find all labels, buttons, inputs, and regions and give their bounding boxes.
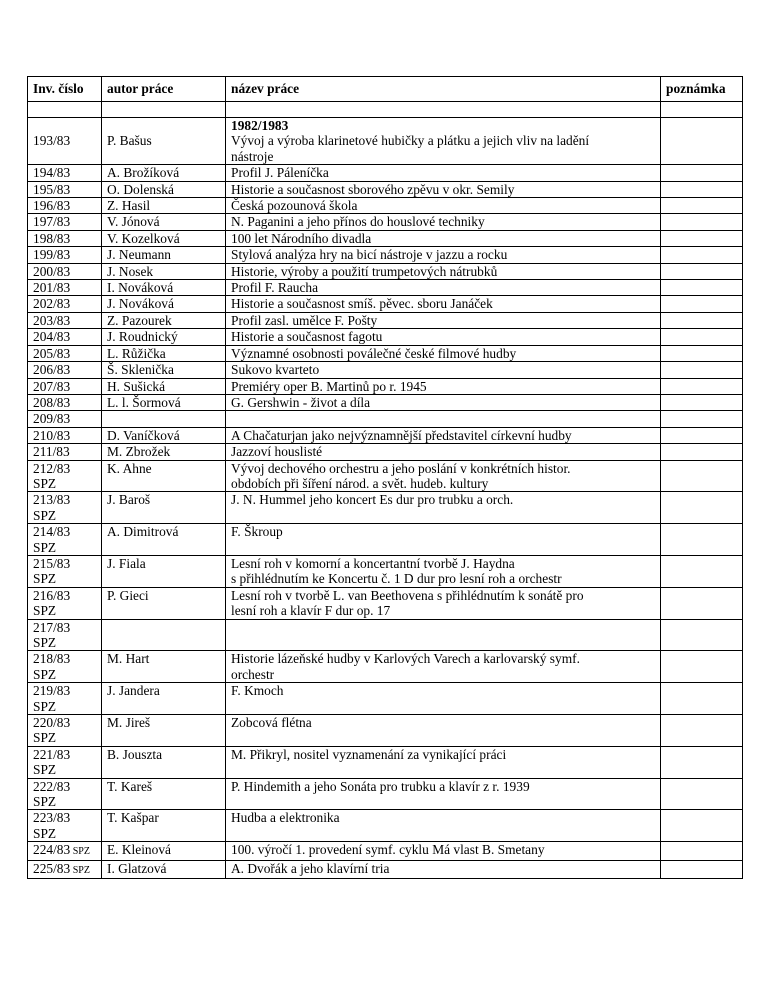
inv-number-cell: [28, 263, 102, 279]
table-row: [28, 444, 743, 460]
note-cell: [661, 181, 743, 197]
inv-number-cell: [28, 555, 102, 587]
note-cell: [661, 312, 743, 328]
author-name: Z. Hasil: [107, 198, 151, 214]
author-name: J. Neumann: [107, 247, 171, 263]
work-title: F. Kmoch: [231, 683, 284, 699]
note-cell: [661, 860, 743, 878]
author-cell: [102, 280, 226, 296]
empty-cell: [661, 102, 743, 118]
inv-number-cell: [28, 619, 102, 651]
work-title: Vývoj a výroba klarinetové hubičky a plátku a jejich vliv na ladění: [231, 133, 590, 149]
header-note: poznámka: [661, 77, 743, 102]
note-cell: [661, 555, 743, 587]
inv-number: 216/83: [33, 587, 71, 603]
author-cell: [102, 362, 226, 378]
inv-number: 203/83: [33, 312, 71, 328]
work-title: Stylová analýza hry na bicí nástroje v jazzu a rocku: [231, 247, 508, 263]
note-cell: [661, 619, 743, 651]
author-name: P. Gieci: [107, 587, 149, 603]
author-cell: [102, 444, 226, 460]
work-title: N. Paganini a jeho přínos do houslové techniky: [231, 214, 485, 230]
title-cell: [226, 683, 661, 715]
table-row: [28, 460, 743, 492]
note-cell: [661, 296, 743, 312]
author-name: M. Hart: [107, 651, 150, 667]
inv-number-cell: [28, 492, 102, 524]
table-row: [28, 810, 743, 842]
inv-number-cell: [28, 198, 102, 214]
table-row: [28, 860, 743, 878]
author-name: H. Sušická: [107, 378, 166, 394]
title-cell: [226, 329, 661, 345]
inv-spz-mark: SPZ: [33, 666, 57, 682]
empty-cell: [28, 102, 102, 118]
inv-number-cell: [28, 683, 102, 715]
author-name: A. Dimitrová: [107, 524, 179, 540]
table-row: [28, 280, 743, 296]
note-cell: [661, 746, 743, 778]
inv-number-cell: [28, 280, 102, 296]
inv-number-cell: [28, 651, 102, 683]
table-row: [28, 683, 743, 715]
table-row: [28, 411, 743, 427]
table-row: [28, 230, 743, 246]
author-spacer: [107, 118, 225, 133]
inv-number-cell: [28, 460, 102, 492]
author-name: M. Jireš: [107, 715, 151, 731]
work-title: Jazzoví houslisté: [231, 444, 323, 460]
inv-number: 217/83: [33, 619, 71, 635]
inv-number-cell: [28, 746, 102, 778]
inv-spz-mark: SPZ: [33, 698, 57, 714]
inv-number-cell: [28, 524, 102, 556]
note-cell: [661, 587, 743, 619]
work-title: Významné osobnosti poválečné české filmové hudby: [231, 345, 517, 361]
work-title: A. Dvořák a jeho klavírní tria: [231, 860, 390, 876]
inv-number-cell: [28, 860, 102, 878]
table-row: [28, 587, 743, 619]
note-cell: [661, 263, 743, 279]
inv-spz-mark: SPZ: [33, 762, 57, 778]
author-name: J. Fiala: [107, 555, 146, 571]
header-title: název práce: [226, 77, 661, 102]
note-cell: [661, 683, 743, 715]
inv-spz-mark: SPZ: [70, 864, 90, 876]
inv-number-cell: [28, 181, 102, 197]
title-cell: [226, 524, 661, 556]
work-title: Vývoj dechového orchestru a jeho poslání v konkrétních histor.: [231, 460, 571, 476]
inv-number: 194/83: [33, 165, 71, 181]
inv-number: 224/83 SPZ: [33, 842, 90, 858]
author-cell: [102, 587, 226, 619]
title-cell: [226, 619, 661, 651]
inv-spz-mark: SPZ: [33, 794, 57, 810]
table-row: [28, 165, 743, 181]
author-name: P. Bašus: [107, 133, 152, 149]
table-row: [28, 214, 743, 230]
work-title: Premiéry oper B. Martinů po r. 1945: [231, 378, 427, 394]
inv-number: 205/83: [33, 345, 71, 361]
author-cell: [102, 683, 226, 715]
title-cell: [226, 181, 661, 197]
work-title: 100 let Národního divadla: [231, 230, 372, 246]
note-cell: [661, 378, 743, 394]
title-cell: [226, 715, 661, 747]
header-inv-number: Inv. číslo: [28, 77, 102, 102]
note-cell: [661, 165, 743, 181]
inv-number: 222/83: [33, 778, 71, 794]
author-name: O. Dolenská: [107, 181, 174, 197]
inv-number: 221/83: [33, 746, 71, 762]
author-cell: [102, 860, 226, 878]
inv-number-cell: [28, 362, 102, 378]
inv-number-cell: [28, 312, 102, 328]
author-name: V. Jónová: [107, 214, 160, 230]
author-name: E. Kleinová: [107, 842, 171, 858]
table-row: [28, 555, 743, 587]
note-cell: [661, 842, 743, 860]
title-cell: [226, 118, 661, 165]
title-cell: [226, 165, 661, 181]
inv-number-cell: [28, 411, 102, 427]
inv-spz-mark: SPZ: [33, 507, 57, 523]
title-cell: [226, 555, 661, 587]
author-name: J. Nováková: [107, 296, 174, 312]
author-name: J. Jandera: [107, 683, 160, 699]
inv-spz-mark: SPZ: [33, 475, 57, 491]
work-title: Historie a současnost fagotu: [231, 329, 383, 345]
author-name: A. Brožíková: [107, 165, 180, 181]
empty-cell: [226, 102, 661, 118]
inv-number: 207/83: [33, 378, 71, 394]
work-title: Profil J. Páleníčka: [231, 165, 329, 181]
note-cell: [661, 198, 743, 214]
inv-number: 201/83: [33, 280, 71, 296]
inv-number: 220/83: [33, 715, 71, 731]
table-row: [28, 329, 743, 345]
title-cell: [226, 778, 661, 810]
title-cell: [226, 378, 661, 394]
author-name: T. Kareš: [107, 778, 153, 794]
author-cell: [102, 296, 226, 312]
work-title: J. N. Hummel jeho koncert Es dur pro trubku a orch.: [231, 492, 514, 508]
author-cell: [102, 263, 226, 279]
work-title: Profil F. Raucha: [231, 280, 319, 296]
inv-number: 215/83: [33, 555, 71, 571]
work-title: 100. výročí 1. provedení symf. cyklu Má vlast B. Smetany: [231, 842, 545, 858]
work-title: P. Hindemith a jeho Sonáta pro trubku a klavír z r. 1939: [231, 778, 530, 794]
title-cell: [226, 411, 661, 427]
inv-number-cell: [28, 444, 102, 460]
note-cell: [661, 715, 743, 747]
inv-number: 208/83: [33, 394, 71, 410]
author-cell: [102, 427, 226, 443]
title-cell: [226, 394, 661, 410]
note-cell: [661, 214, 743, 230]
inv-number: 196/83: [33, 198, 71, 214]
inv-number: 223/83: [33, 810, 71, 826]
table-body: [28, 102, 743, 879]
work-title: Sukovo kvarteto: [231, 362, 320, 378]
author-cell: [102, 165, 226, 181]
author-cell: [102, 118, 226, 165]
author-cell: [102, 230, 226, 246]
table-row: [28, 312, 743, 328]
work-title: F. Škroup: [231, 524, 283, 540]
author-cell: [102, 312, 226, 328]
author-cell: [102, 329, 226, 345]
title-cell: [226, 860, 661, 878]
author-cell: [102, 524, 226, 556]
author-cell: [102, 378, 226, 394]
inv-number: 199/83: [33, 247, 71, 263]
work-title: Historie a současnost sborového zpěvu v okr. Semily: [231, 181, 515, 197]
inv-number-cell: [28, 230, 102, 246]
inv-number: 209/83: [33, 411, 71, 427]
note-cell: [661, 329, 743, 345]
author-name: D. Vaníčková: [107, 427, 180, 443]
note-cell: [661, 118, 743, 165]
note-cell: [661, 651, 743, 683]
author-name: J. Baroš: [107, 492, 151, 508]
title-cell: [226, 587, 661, 619]
table-row: [28, 263, 743, 279]
author-cell: [102, 411, 226, 427]
inv-spz-mark: SPZ: [33, 571, 57, 587]
table-row: [28, 427, 743, 443]
author-name: I. Glatzová: [107, 860, 167, 876]
work-title: G. Gershwin - život a díla: [231, 394, 371, 410]
work-title: obdobích při šíření národ. a svět. hudeb. kultury: [231, 475, 489, 491]
note-cell: [661, 444, 743, 460]
work-title: Česká pozounová škola: [231, 198, 358, 214]
author-name: B. Jouszta: [107, 746, 163, 762]
inv-number: 212/83: [33, 460, 71, 476]
author-name: K. Ahne: [107, 460, 152, 476]
author-cell: [102, 715, 226, 747]
inv-number: 200/83: [33, 263, 71, 279]
author-cell: [102, 746, 226, 778]
year-heading: 1982/1983: [231, 118, 289, 133]
author-name: Š. Sklenička: [107, 362, 174, 378]
title-cell: [226, 492, 661, 524]
table-row: [28, 778, 743, 810]
inv-spz-mark: SPZ: [33, 730, 57, 746]
table-row: [28, 345, 743, 361]
title-cell: [226, 362, 661, 378]
author-cell: [102, 842, 226, 860]
title-cell: [226, 810, 661, 842]
inv-number-cell: [28, 247, 102, 263]
title-cell: [226, 247, 661, 263]
inv-number-cell: [28, 165, 102, 181]
note-cell: [661, 492, 743, 524]
title-cell: [226, 444, 661, 460]
note-cell: [661, 810, 743, 842]
table-row: [28, 198, 743, 214]
table-row: [28, 492, 743, 524]
author-name: J. Roudnický: [107, 329, 178, 345]
author-cell: [102, 394, 226, 410]
inv-spz-mark: SPZ: [33, 825, 57, 841]
note-cell: [661, 460, 743, 492]
inv-number-cell: [28, 296, 102, 312]
inv-number-cell: [28, 329, 102, 345]
note-cell: [661, 230, 743, 246]
author-cell: [102, 619, 226, 651]
table-row: [28, 378, 743, 394]
work-title: Hudba a elektronika: [231, 810, 340, 826]
author-cell: [102, 810, 226, 842]
author-name: J. Nosek: [107, 263, 154, 279]
title-cell: [226, 427, 661, 443]
note-cell: [661, 394, 743, 410]
inv-number-cell: [28, 118, 102, 165]
work-title: lesní roh a klavír F dur op. 17: [231, 603, 391, 619]
table-row: [28, 247, 743, 263]
inv-number-cell: [28, 715, 102, 747]
title-cell: [226, 214, 661, 230]
author-name: T. Kašpar: [107, 810, 159, 826]
table-row: [28, 118, 743, 165]
table-row: [28, 746, 743, 778]
inventory-table: [27, 76, 743, 879]
title-cell: [226, 746, 661, 778]
note-cell: [661, 362, 743, 378]
work-title: Lesní roh v komorní a koncertantní tvorbě J. Haydna: [231, 555, 515, 571]
work-title: Historie lázeňské hudby v Karlových Varech a karlovarský symf.: [231, 651, 580, 667]
inv-number: 210/83: [33, 427, 71, 443]
note-cell: [661, 427, 743, 443]
table-row: [28, 362, 743, 378]
inv-number: 219/83: [33, 683, 71, 699]
inv-spz-mark: SPZ: [70, 846, 90, 858]
inv-number: 211/83: [33, 444, 70, 460]
work-title: Historie, výroby a použití trumpetových nátrubků: [231, 263, 498, 279]
inv-number-cell: [28, 378, 102, 394]
work-title: s přihlédnutím ke Koncertu č. 1 D dur pro lesní roh a orchestr: [231, 571, 562, 587]
inv-number: 198/83: [33, 230, 71, 246]
title-cell: [226, 198, 661, 214]
inv-number-cell: [28, 214, 102, 230]
inv-number: 197/83: [33, 214, 71, 230]
inv-spz-mark: SPZ: [33, 603, 57, 619]
author-name: V. Kozelková: [107, 230, 180, 246]
title-cell: [226, 651, 661, 683]
table-row: [28, 651, 743, 683]
inv-number: 204/83: [33, 329, 71, 345]
table-row: [28, 715, 743, 747]
inv-number: 214/83: [33, 524, 71, 540]
empty-row: [28, 102, 743, 118]
inv-number: 218/83: [33, 651, 71, 667]
author-cell: [102, 555, 226, 587]
work-title: Profil zasl. umělce F. Pošty: [231, 312, 378, 328]
inv-number: 225/83 SPZ: [33, 860, 90, 876]
inv-number-cell: [28, 842, 102, 860]
inv-spz-mark: SPZ: [33, 539, 57, 555]
author-name: L. l. Šormová: [107, 394, 181, 410]
table-row: [28, 524, 743, 556]
work-title: Lesní roh v tvorbě L. van Beethovena s přihlédnutím k sonátě pro: [231, 587, 584, 603]
table-row: [28, 296, 743, 312]
note-cell: [661, 280, 743, 296]
work-title: A Chačaturjan jako nejvýznamnější představitel církevní hudby: [231, 427, 572, 443]
inv-number: 195/83: [33, 181, 71, 197]
inv-number: 193/83: [33, 133, 71, 149]
inv-number-cell: [28, 778, 102, 810]
title-cell: [226, 842, 661, 860]
note-cell: [661, 778, 743, 810]
note-cell: [661, 345, 743, 361]
author-cell: [102, 247, 226, 263]
inv-number-cell: [28, 345, 102, 361]
note-cell: [661, 524, 743, 556]
inv-number: 202/83: [33, 296, 71, 312]
title-cell: [226, 263, 661, 279]
author-name: Z. Pazourek: [107, 312, 172, 328]
author-name: M. Zbrožek: [107, 444, 171, 460]
author-cell: [102, 198, 226, 214]
inv-number: 213/83: [33, 492, 71, 508]
title-cell: [226, 345, 661, 361]
title-cell: [226, 296, 661, 312]
note-cell: [661, 411, 743, 427]
empty-cell: [102, 102, 226, 118]
header-row: [28, 77, 743, 102]
author-name: I. Nováková: [107, 280, 174, 296]
work-title: M. Přikryl, nositel vyznamenání za vynikající práci: [231, 746, 507, 762]
table-row: [28, 394, 743, 410]
inv-number: 206/83: [33, 362, 71, 378]
author-cell: [102, 492, 226, 524]
author-cell: [102, 651, 226, 683]
title-cell: [226, 230, 661, 246]
table-row: [28, 619, 743, 651]
inv-spz-mark: SPZ: [33, 635, 57, 650]
table-row: [28, 181, 743, 197]
inv-number-cell: [28, 394, 102, 410]
work-title: Historie a současnost smíš. pěvec. sboru Janáček: [231, 296, 493, 312]
title-cell: [226, 312, 661, 328]
note-cell: [661, 247, 743, 263]
inv-number-cell: [28, 587, 102, 619]
header-author: autor práce: [102, 77, 226, 102]
inv-number-cell: [28, 427, 102, 443]
inv-number-spacer: [33, 118, 101, 133]
author-cell: [102, 181, 226, 197]
author-name: L. Růžička: [107, 345, 166, 361]
title-cell: [226, 460, 661, 492]
inv-number-cell: [28, 810, 102, 842]
work-title: nástroje: [231, 148, 274, 164]
author-cell: [102, 778, 226, 810]
author-cell: [102, 460, 226, 492]
table-row: [28, 842, 743, 860]
title-cell: [226, 280, 661, 296]
work-title: orchestr: [231, 666, 275, 682]
author-cell: [102, 345, 226, 361]
work-title: Zobcová flétna: [231, 715, 312, 731]
author-cell: [102, 214, 226, 230]
